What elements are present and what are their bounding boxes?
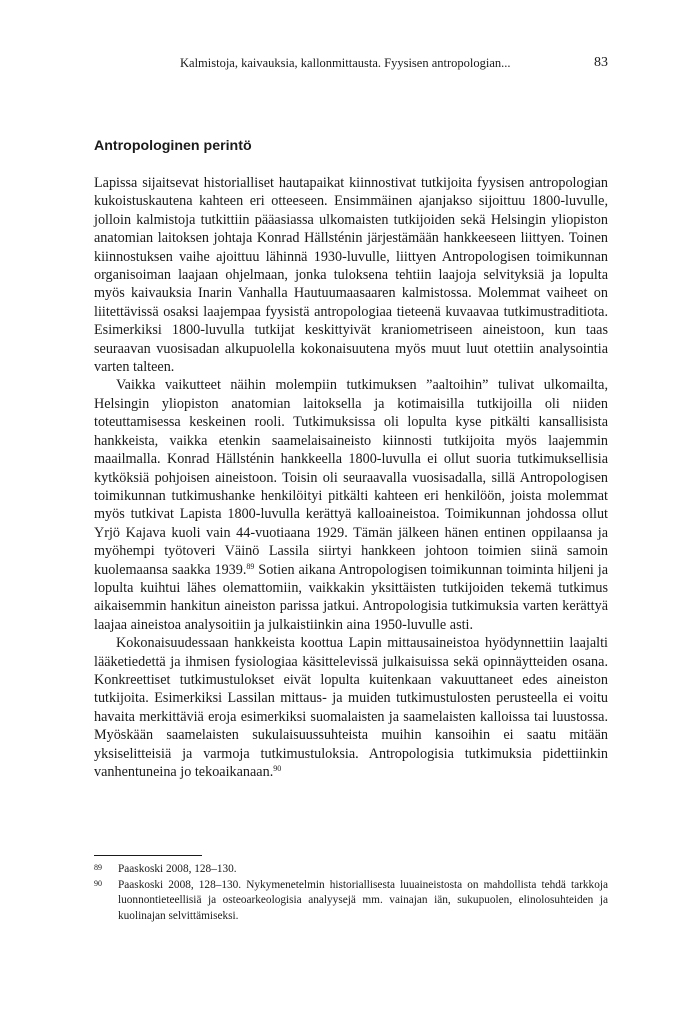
footnote-marker[interactable]: 89	[246, 561, 255, 571]
body-text	[94, 174, 608, 781]
footnote-text: Paaskoski 2008, 128–130.	[118, 863, 237, 875]
paragraph-1	[94, 174, 608, 376]
footnote-separator	[94, 855, 202, 856]
footnote-number: 90	[94, 878, 102, 888]
footnote-marker[interactable]: 90	[273, 764, 282, 773]
footnote-90	[94, 878, 608, 925]
running-head-title: Kalmistoja, kaivauksia, kallonmittausta. Fyysisen antropologian...	[180, 56, 511, 70]
footnote-number: 89	[94, 863, 102, 872]
section-heading: Antropologinen perintö	[94, 138, 252, 154]
paragraph-3	[94, 634, 608, 781]
paragraph-text-continued: Sotien aikana Antropologisen toimikunnan toiminta hiljeni ja lopulta kuihtui lähes olemattomiin, vaikkakin yksittäisten tutkijoiden tekemä tutkimus aikaisemmin hankitun aineiston parissa jatkui. Antropologisia tutkimuksia varten kerättyä laajaa aineistoa analysoitiin ja julkaistiinkin aina 1950-luvulle asti.	[94, 561, 609, 633]
page-number: 83	[594, 55, 608, 70]
paragraph-text: Vaikka vaikutteet näihin molempiin tutkimuksen ”aaltoihin” tulivat ulkomailta, Helsingin yliopiston anatomian laitoksella ja kotimaisilla tutkijoilla oli niiden toteuttamisessa keskeinen rooli. Tutkimuksissa oli lopulta kyse pitkälti kansallisista hankkeista, vaikka etenkin saamelaisaineisto kiinnosti tutkijoita myös laajemmin maailmalla. Konrad Hällsténin hankkeella 1800-luvulla ei ollut suoria tutkimuksellisia kytköksiä pohjoisen aineistoon. Toisin oli seuraavalla vuosisadalla, sillä Antropologisen toimikunnan tutkimushanke henkilöityi pitkälti kahteen eri henkilöön, joista molemmat myös tutkivat Lapista 1800-luvulla kerättyä kalloaineistoa. Toimikunnan johdossa ollut Yrjö Kajava kuoli vain 44-vuotiaana 1929. Tämän jälkeen hänen entinen oppilaansa ja myöhempi työtoveri Väinö Lassila siirtyi hankkeen johtoon toimien siinä samoin kuolemaansa saakka 1939.	[94, 377, 608, 578]
footnote-89	[94, 862, 608, 878]
footnote-text: Paaskoski 2008, 128–130. Nykymenetelmin historiallisesta luuaineistosta on mahdollista tehdä tarkkoja luonnontieteellisiä ja osteoarkeologisia analyysejä mm. vainajan iän, sukupuolen, elinolosuhteiden ja kuolinajan selvittämiseksi.	[118, 878, 608, 922]
paragraph-2	[94, 376, 608, 634]
paragraph-text: Lapissa sijaitsevat historialliset hautapaikat kiinnostivat tutkijoita fyysisen antropologian kukoistuskautena kahteen eri otteeseen. Ensimmäinen ajanjakso sijoittuu 1800-luvulle, jolloin kalmistoja tutkittiin pääasiassa ulkomaisten tutkijoiden sekä Helsingin yliopiston anatomian laitoksen johtaja Konrad Hällsténin järjestämään hankkeeseen liittyen. Toinen kiinnostuksen vaihe ajoittuu lähinnä 1930-luvulle, liittyen Antropologisen toimikunnan organisoiman laajaan ohjelmaan, jonka tuloksena tehtiin laajoja selvityksiä ja lopulta myös kaivauksia Inarin Vanhalla Hautuumaasaaren kalmistossa. Molemmat vaiheet on liitettävissä osaksi laajempaa fyysistä antropologiaa tieteenä kuvaavaa tutkimustraditiota. Esimerkiksi 1800-luvulla tutkijat keskittyivät kraniometriseen aineistoon, kun taas seuraavan vuosisadan alkupuolella kokonaisuutena myös muut luut otettiin analysointia varten talteen.	[94, 175, 608, 376]
paragraph-text: Kokonaisuudessaan hankkeista koottua Lapin mittausaineistoa hyödynnettiin laajalti lääketiedettä ja ihmisen fysiologiaa käsittelevissä julkaisuissa sekä opinnäytteiden osana. Konkreettiset tutkimustulokset eivät lopulta kuitenkaan vakuuttaneet edes aineiston tutkijoita. Esimerkiksi Lassilan mittaus- ja muiden tutkimustulosten perusteella ei voitu havaita merkittäviä eroja esimerkiksi suomalaisten ja saamelaisten kalloissa tai luustossa. Myöskään saamelaisten sukulaisuussuhteista muihin kansoihin ei saatu mitään yksiselitteisiä ja varmoja tutkimustuloksia. Antropologisia tutkimuksia pidettiinkin vanhentuneina jo tekoaikanaan.	[94, 635, 608, 780]
running-head	[94, 56, 608, 74]
footnotes	[94, 862, 608, 924]
